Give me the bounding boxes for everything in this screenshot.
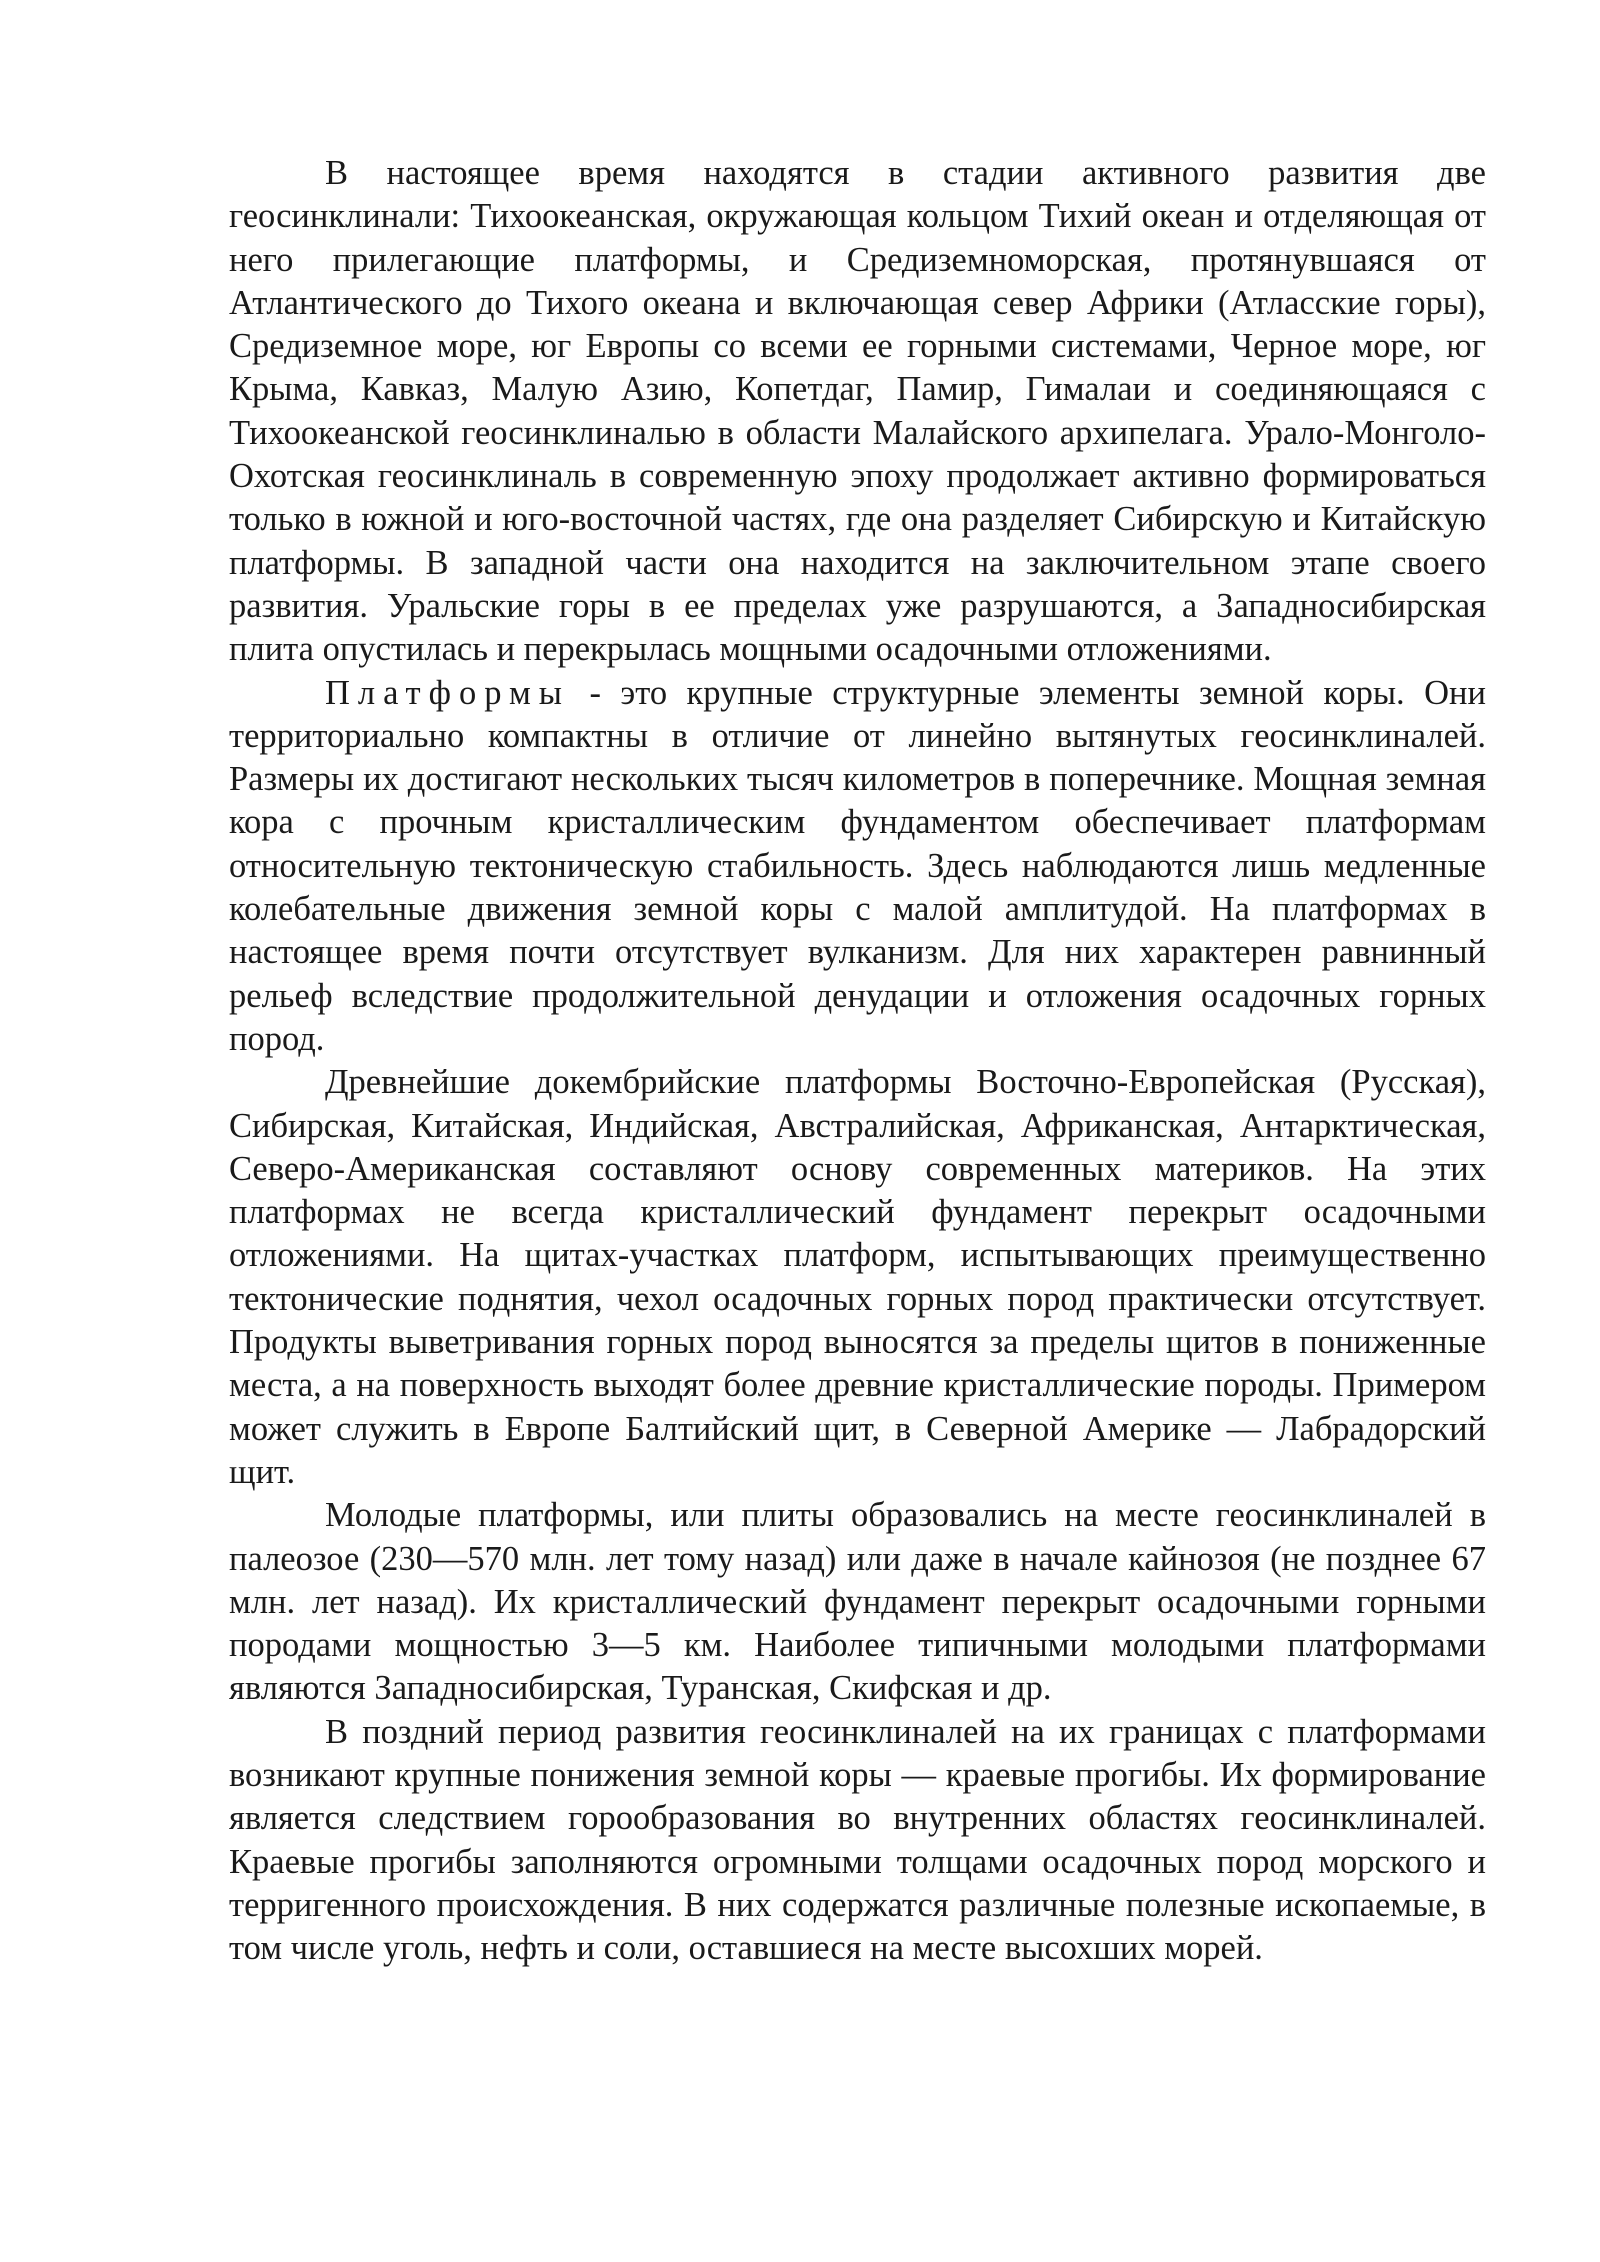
paragraph-marginal-troughs: В поздний период развития геосинклиналей на их границах с платформами возникают крупные понижения земной коры — краевые прогибы. Их формирование является следствием горообразования во внутренних областях геосинклиналей. Краевые прогибы заполняются огромными толщами осадочных пород морского и терригенного происхождения. В них содержатся различные полезные ископаемые, в том числе уголь, нефть и соли, оставшиеся на месте высохших морей. [229, 1712, 1486, 1968]
paragraph-geosynclines: В настоящее время находятся в стадии активного развития две геосинклинали: Тихоокеанская, окружающая кольцом Тихий океан и отделяющая от него прилегающие платформы, и Средиземноморская, протянувшаяся от Атлантического до Тихого океана и включающая север Африки (Атласские горы), Средиземное море, юг Европы со всеми ее горными системами, Черное море, юг Крыма, Кавказ, Малую Азию, Копетдаг, Памир, Гималаи и соединяющаяся с Тихоокеанской геосинклиналью в области Малайского архипелага. Урало-Монголо-Охотская геосинклиналь в современную эпоху продолжает активно формироваться только в южной и юго-восточной частях, где она разделяет Сибирскую и Китайскую платформы. В западной части она находится на заключительном этапе своего развития. Уральские горы в ее пределах уже разрушаются, а Западносибирская плита опустилась и перекрылась мощными осадочными отложениями. [229, 154, 1486, 669]
document-page [229, 152, 1486, 1970]
paragraph-ancient-platforms: Древнейшие докембрийские платформы Восточно-Европейская (Русская), Сибирская, Китайская, Индийская, Австралийская, Африканская, Антарктическая, Северо-Американская составляют основу современных материков. На этих платформах не всегда кристаллический фундамент перекрыт осадочными отложениями. На щитах-участках платформ, испытывающих преимущественно тектонические поднятия, чехол осадочных горных пород практически отсутствует. Продукты выветривания горных пород выносятся за пределы щитов в пониженные места, а на поверхность выходят более древние кристаллические породы. Примером может служить в Европе Балтийский щит, в Северной Америке — Лабрадорский щит. [229, 1063, 1486, 1491]
paragraph-platforms-body: - это крупные структурные элементы земной коры. Они территориально компактны в отличие от линейно вытянутых геосинклиналей. Размеры их достигают нескольких тысяч километров в поперечнике. Мощная земная кора с прочным кристаллическим фундаментом обеспечивает платформам относительную тектоническую стабильность. Здесь наблюдаются лишь медленные колебательные движения земной коры с малой амплитудой. На платформах в настоящее время почти отсутствует вулканизм. Для них характерен равнинный рельеф вследствие продолжительной денудации и отложения осадочных горных пород. [229, 673, 1486, 1058]
paragraph-platforms [229, 672, 1486, 1062]
term-platforms: Платформы [325, 673, 570, 712]
paragraph-young-platforms: Молодые платформы, или плиты образовались на месте геосинклиналей в палеозое (230—570 млн. лет тому назад) или даже в начале кайнозоя (не позднее 67 млн. лет назад). Их кристаллический фундамент перекрыт осадочными горными породами мощностью 3—5 км. Наиболее типичными молодыми платформами являются Западносибирская, Туранская, Скифская и др. [229, 1496, 1486, 1708]
